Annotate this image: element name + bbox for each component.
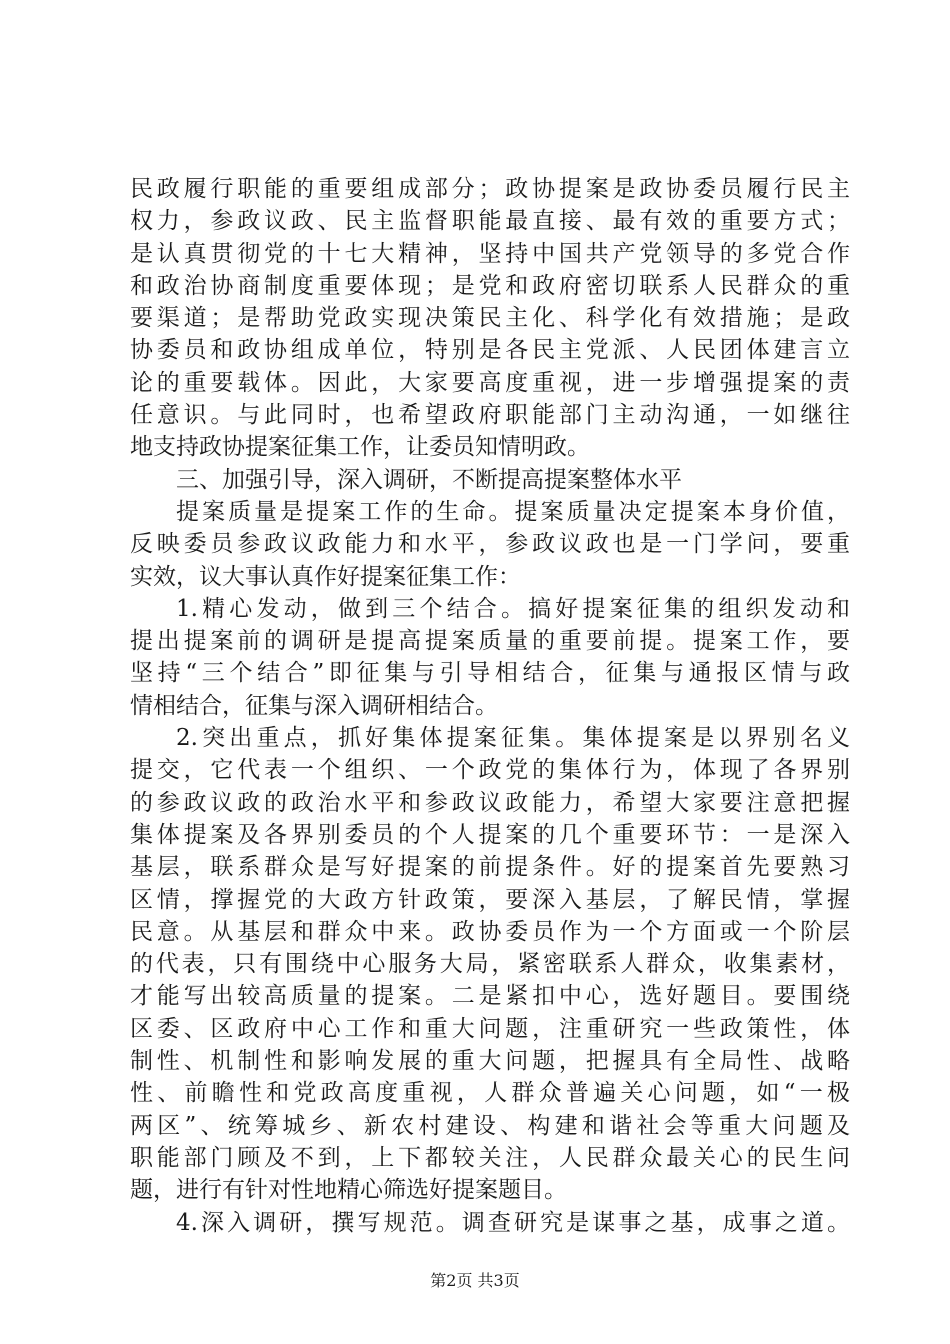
page-footer: 第2页 共3页 (430, 1271, 520, 1290)
text-line: 的参政议政的政治水平和参政议政能力，希望大家要注意把握 (130, 789, 850, 816)
text-line: 论的重要载体。因此，大家要高度重视，进一步增强提案的责 (130, 369, 850, 396)
text-line: 要渠道；是帮助党政实现决策民主化、科学化有效措施；是政 (130, 305, 850, 332)
text-line: 任意识。与此同时，也希望政府职能部门主动沟通，一如继往 (130, 402, 850, 429)
text-line: 两区”、统筹城乡、新农村建设、构建和谐社会等重大问题及 (130, 1112, 850, 1139)
text-line: 提出提案前的调研是提高提案质量的重要前提。提案工作，要 (130, 628, 850, 655)
text-line: 2.突出重点，抓好集体提案征集。集体提案是以界别名义 (176, 725, 850, 752)
text-line: 民政履行职能的重要组成部分；政协提案是政协委员履行民主 (130, 176, 850, 202)
text-line: 实效，议大事认真作好提案征集工作： (130, 563, 521, 590)
text-line: 题，进行有针对性地精心筛选好提案题目。 (130, 1177, 567, 1204)
text-line: 坚持“三个结合”即征集与引导相结合，征集与通报区情与政 (130, 660, 850, 687)
text-line: 提案质量是提案工作的生命。提案质量决定提案本身价值， (176, 498, 850, 525)
text-line: 区委、区政府中心工作和重大问题，注重研究一些政策性，体 (130, 1015, 850, 1042)
text-line: 是认真贯彻党的十七大精神，坚持中国共产党领导的多党合作 (130, 240, 850, 267)
text-line: 权力，参政议政、民主监督职能最直接、最有效的重要方式； (130, 208, 850, 235)
text-line: 民意。从基层和群众中来。政协委员作为一个方面或一个阶层 (130, 918, 850, 945)
text-line: 1.精心发动，做到三个结合。搞好提案征集的组织发动和 (176, 595, 850, 622)
text-line: 制性、机制性和影响发展的重大问题，把握具有全局性、战略 (130, 1048, 850, 1075)
text-line: 协委员和政协组成单位，特别是各民主党派、人民团体建言立 (130, 337, 850, 364)
text-line: 三、加强引导，深入调研，不断提高提案整体水平 (176, 466, 682, 493)
text-line: 基层，联系群众是写好提案的前提条件。好的提案首先要熟习 (130, 854, 850, 881)
text-line: 反映委员参政议政能力和水平，参政议政也是一门学问，要重 (130, 531, 850, 558)
text-line: 性、前瞻性和党政高度重视，人群众普遍关心问题，如“一极 (130, 1080, 850, 1107)
text-line: 才能写出较高质量的提案。二是紧扣中心，选好题目。要围绕 (130, 983, 850, 1010)
text-line: 4.深入调研，撰写规范。调查研究是谋事之基，成事之道。 (176, 1209, 850, 1236)
text-line: 职能部门顾及不到，上下都较关注，人民群众最关心的民生问 (130, 1144, 850, 1171)
text-line: 区情，撑握党的大政方针政策，要深入基层，了解民情，掌握 (130, 886, 850, 913)
text-line: 地支持政协提案征集工作，让委员知情明政。 (130, 434, 590, 461)
document-body (130, 173, 850, 1239)
text-line: 集体提案及各界别委员的个人提案的几个重要环节：一是深入 (130, 821, 850, 848)
text-line: 提交，它代表一个组织、一个政党的集体行为，体现了各界别 (130, 757, 850, 784)
text-line: 和政治协商制度重要体现；是党和政府密切联系人民群众的重 (130, 272, 850, 299)
text-line: 的代表，只有围绕中心服务大局，紧密联系人群众，收集素材， (130, 951, 850, 978)
text-line: 情相结合，征集与深入调研相结合。 (130, 692, 498, 719)
